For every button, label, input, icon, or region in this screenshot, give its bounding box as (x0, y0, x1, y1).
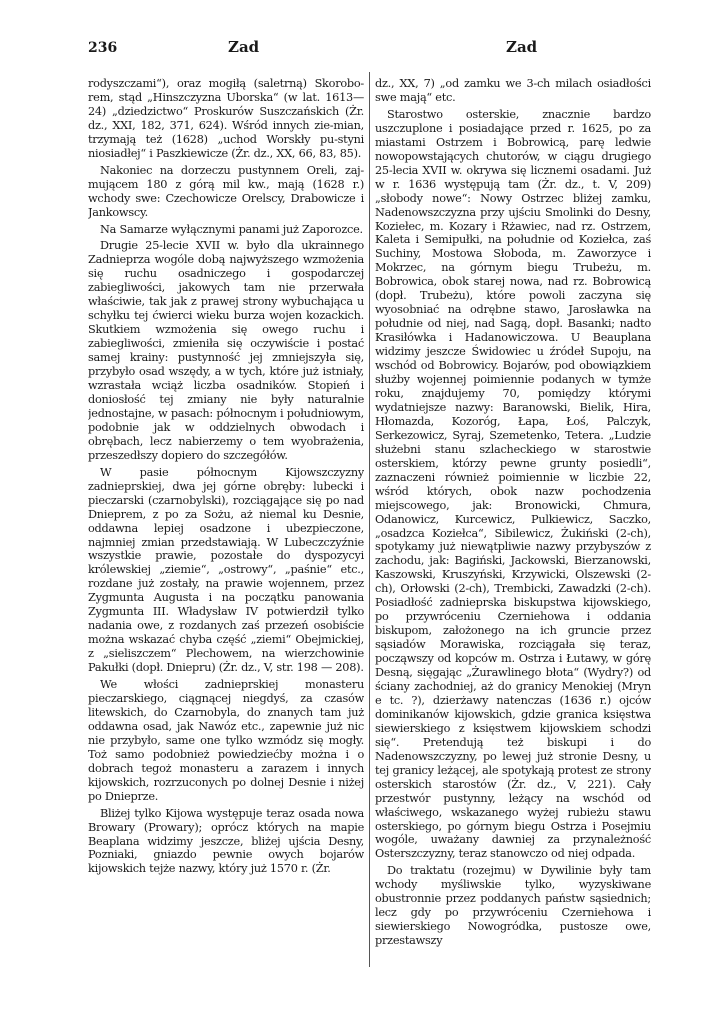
left-column (88, 77, 364, 997)
paragraph: Bliżej tylko Kijowa występuje teraz osada nowa Browary (Prowary); oprócz których na mapie Beaplana widzimy jeszcze, bliżej ujścia Desny, Pozniaki, gniazdo pewnie owych bojarów kijowskich tejże nazwy, który już 1570 r. (Żr. (88, 806, 364, 876)
column-divider (369, 72, 370, 967)
running-header (88, 38, 653, 62)
paragraph: W pasie północnym Kijowszczyzny zadnieprskiej, dwa jej górne obręby: lubecki i pieczarski (czarnobylski), rozciągające się po nad Dnieprem, z po za Sożu, aż niemal ku Desnie, oddawna lepiej osadzone i ubezpieczone, najmniej zmian przedstawiają. W Lubeczczyźnie wszystkie prawie, pozostałe do dyspozycyi królewskiej „ziemie“, „ostrowy“, „paśnie“ etc., rozdane już zostały, na prawie wojennem, przez Zygmunta Augusta i na początku panowania Zygmunta III. Władysław IV potwierdził tylko nadania owe, z rozdanych zaś przezeń osobiście można wskazać chyba część „ziemi“ Obejmickiej, z „sieliszczem“ Plechowem, na wierzchowinie Pakułki (dopł. Dniepru) (Żr. dz., V, str. 198 — 208). (88, 465, 364, 675)
right-column (375, 77, 651, 997)
paragraph: Na Samarze wyłącznymi panami już Zaporozce. (100, 222, 363, 236)
paragraph: dz., XX, 7) „od zamku we 3-ch milach osiadłości swe mają“ etc. (375, 77, 651, 104)
paragraph: Starostwo osterskie, znacznie bardzo uszczuplone i posiadające przed r. 1625, po za miastami Ostrzem i Bobrowicą, parę ledwie nowopowstających chutorów, w ciągu drugiego 25-lecia XVII w. okrywa się licznemi osadami. Już w r. 1636 występują tam (Żr. dz., t. V, 209) „słobody nowe“: Nowy Ostrzec bliżej zamku, Nadenowszczyzna przy ujściu Smolinki do Desny, Koziełec, m. Kozary i Rżawiec, nad rz. Ostrzem, Kaleta i Semipułki, na południe od Koziełca, zaś Suchiny, Mostowa Słoboda, m. Zaworzyce i Mokrzec, na górnym biegu Trubeżu, m. Bobrowica, obok starej nowa, nad rz. Bobrowicą (dopł. Trubeżu), które powoli zaczyna się wyosobniać na odrębne stawo, Jarosławka na południe od niej, nad Sagą, dopł. Basanki; nadto Krasiłówka i Hadanowiczowa. U Beauplana widzimy jeszcze Świdowiec u źródeł Supoju, na wschód od Bobrowicy. Bojarów, pod obowiązkiem służby wojennej poimiennie podanych w tymże roku, znajdujemy 70, pomiędzy którymi wydatniejsze nazwy: Baranowski, Bielik, Hira, Hłomazda, Kozoróg, Łapa, Łoś, Palczyk, Serkezowicz, Syraj, Szemetenko, Tetera. „Ludzie służebni stanu szlacheckiego w starostwie osterskiem, którzy pewne grunty posiedli“, zaznaczeni również poimiennie w liczbie 22, wśród których, obok nazw pochodzenia miejscowego, jak: Bronowicki, Chmura, Odanowicz, Kurcewicz, Pulkiewicz, Saczko, „osadzca Koziełca“, Sibilewicz, Żukiński (2-ch), spotykamy już niewątpliwie nazwy przybyszów z zachodu, jak: Bagiński, Jackowski, Bierzanowski, Kaszowski, Kruszyński, Krzywicki, Olszewski (2-ch), Orłowski (2-ch), Trembicki, Zawadzki (2-ch). Posiadłość zadnieprska biskupstwa kijowskiego, po przywróceniu Czerniehowa i oddania biskupom, założonego na ich gruncie przez sąsiadów Morawiska, rozciągała się teraz, począwszy od kopców m. Ostrza i Łutawy, w górę Desną, sięgając „Żurawlinego błota“ (Wydry?) od ściany zachodniej, aż do granicy Menokiej (Mryn e tc. ?), dzierżawy natenczas (1636 r.) ojców dominikanów kijowskich, gdzie granica księstwa siewierskiego z księstwem kijowskiem schodzi się“. Pretendują też biskupi i do Nadenowszczyzny, po lewej już stronie Desny, u tej granicy leżącej, ale spotykają protest ze strony osterskich starostów (Żr. dz., V, 221). Cały przestwór pustynny, leżący na wschód od właściwego, wskazanego wyżej rubieżu stawu osterskiego, po górnym biegu Ostrza i Posejmiu wogóle, uważany dawniej za przynależność Osterszczyzny, teraz stanowczo od niej odpada. (375, 107, 651, 861)
paragraph: We włości zadnieprskiej monasteru pieczarskiego, ciągnącej niegdyś, za czasów litewskich, do Czarnobyla, do znanych tam już oddawna osad, jak Nawóz etc., zapewnie już nic nie przybyło, same one tylko wzmódz się mogły. Toż samo podobnież powiedziećby można i o dobrach tegoż monasteru a zarazem i innych kijowskich, rozrzuconych po dolnej Desnie i niżej po Dnieprze. (88, 678, 364, 803)
paragraph: Drugie 25-lecie XVII w. było dla ukrainnego Zadnieprza wogóle dobą najwyższego wzmożenia się ruchu osadniczego i gospodarczej zabiegliwości, jakowych tam nie przerwała właściwie, tak jak z prawej strony wybuchająca u schyłku tej ćwierci wieku burza wojen kozackich. Skutkiem wzmożenia się owego ruchu i zabiegliwości, zmieniła się oczywiście i postać samej krainy: pustynność jej zmniejszyła się, przybyło osad wszędy, a w tych, które już istniały, wzrastała wciąż liczba osadników. Stopień i doniosłość tej zmiany nie były naturalnie jednostajne, w pasach: północnym i południowym, podobnie jak w oddzielnych obwodach i obrębach, lecz nabierzemy o tem wyobrażenia, przeszedłszy dopiero do szczegółów. (88, 239, 364, 462)
paragraph: Do traktatu (rozejmu) w Dywilinie były tam wchody myśliwskie tylko, wyzyskiwane obustronnie przez poddanych państw sąsiednich; lecz gdy po przywróceniu Czerniehowa i siewierskiego Nowogródka, pustosze owe, przestawszy (375, 864, 651, 948)
paragraph: rodyszczami“), oraz mogiłą (saletrną) Skorobo-rem, stąd „Hinszczyzna Uborska“ (w lat. 1613—24) „dziedzictwo“ Proskurów Suszczańskich (Żr. dz., XXI, 182, 371, 624). Wśród innych zie-mian, trzymają też (1628) „uchod Worskły pu-styni niosiadłej“ i Paszkiewicze (Żr. dz., XX, 66, 83, 85). (88, 77, 364, 160)
headword-right: Zad (506, 38, 538, 56)
paragraph: Nakoniec na dorzeczu pustynnem Oreli, zaj-mującem 180 z górą mil kw., mają (1628 r.) wchody swe: Czechowicze Orelscy, Drabowicze i Jankowscy. (88, 163, 364, 219)
page-number: 236 (88, 40, 118, 56)
headword-left: Zad (228, 38, 260, 56)
